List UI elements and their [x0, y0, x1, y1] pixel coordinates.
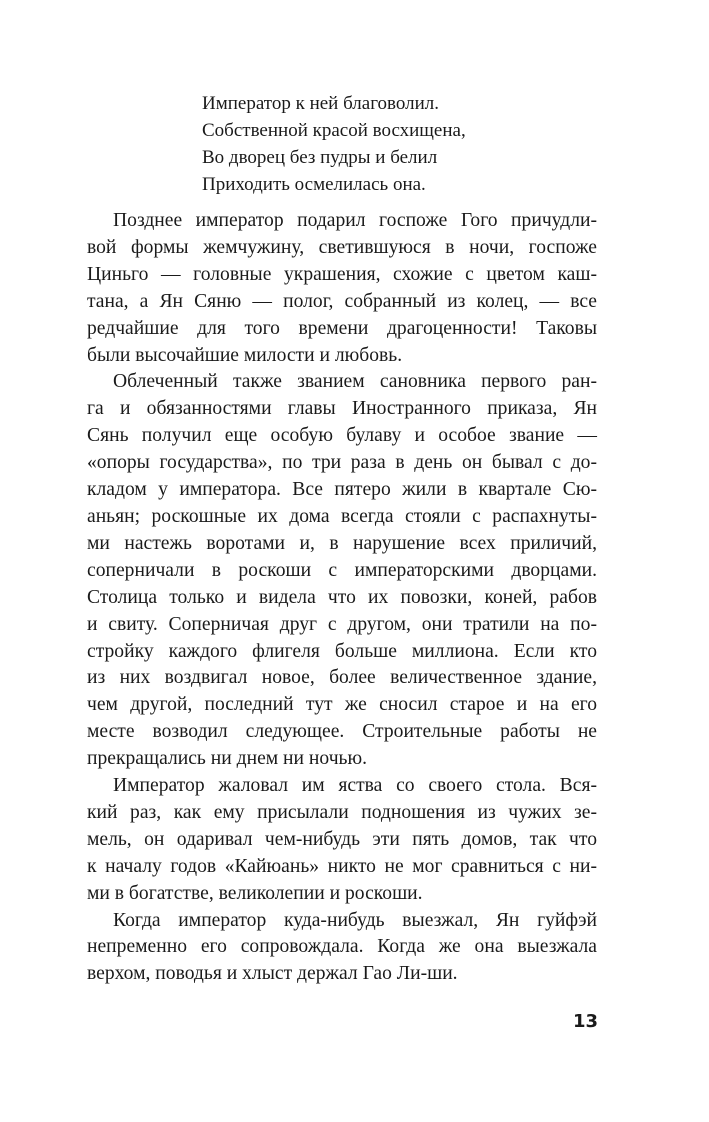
text-line: «опоры государства», по три раза в день он бывал с до- — [87, 452, 597, 474]
text-line: кладом у императора. Все пятеро жили в квартале Сю- — [87, 479, 597, 501]
text-line: Сянь получил еще особую булаву и особое звание — — [87, 425, 597, 447]
text-line: Император жаловал им яства со своего стола. Вся- — [113, 775, 597, 797]
poem-line: Собственной красой восхищена, — [202, 120, 466, 141]
text-line: ми настежь воротами и, в нарушение всех приличий, — [87, 532, 597, 554]
body-text — [87, 208, 597, 988]
text-line: к началу годов «Кайюань» никто не мог сравниться с ни- — [87, 855, 597, 877]
text-line: тана, а Ян Сяню — полог, собранный из колец, — все — [87, 290, 597, 312]
text-line: Циньго — головные украшения, схожие с цветом каш- — [87, 263, 597, 285]
text-line: вой формы жемчужину, светившуюся в ночи, госпоже — [87, 236, 597, 258]
text-line: непременно его сопровождала. Когда же она выезжала — [87, 936, 597, 958]
text-line: га и обязанностями главы Иностранного приказа, Ян — [87, 398, 597, 420]
text-line: верхом, поводья и хлыст держал Гао Ли-ши. — [87, 963, 458, 985]
text-line: чем другой, последний тут же сносил старое и на его — [87, 694, 597, 716]
poem-block — [202, 90, 622, 198]
text-line: из них воздвигал новое, более величественное здание, — [87, 667, 597, 689]
text-line: кий раз, как ему присылали подношения из чужих зе- — [87, 801, 597, 823]
poem-line: Император к ней благоволил. — [202, 93, 439, 114]
text-line: Столица только и видела что их повозки, коней, рабов — [87, 586, 597, 608]
text-line: прекращались ни днем ни ночью. — [87, 748, 368, 770]
text-line: аньян; роскошные их дома всегда стояли с распахнуты- — [87, 505, 597, 527]
text-line: ми в богатстве, великолепии и роскоши. — [87, 882, 423, 904]
text-line: стройку каждого флигеля больше миллиона. Если кто — [87, 640, 597, 662]
text-line: Облеченный также званием сановника первого ран- — [113, 371, 597, 393]
text-line: редчайшие для того времени драгоценности! Таковы — [87, 317, 597, 339]
poem-line: Приходить осмелилась она. — [202, 174, 426, 195]
text-line: были высочайшие милости и любовь. — [87, 344, 403, 366]
text-line: месте возводил следующее. Строительные работы не — [87, 721, 597, 743]
text-line: мель, он одаривал чем-нибудь эти пять домов, так что — [87, 828, 597, 850]
paragraph-3 — [87, 773, 597, 908]
page-number: 13 — [572, 1011, 598, 1032]
paragraph-2 — [87, 369, 597, 773]
text-line: соперничали в роскоши с императорскими дворцами. — [87, 559, 597, 581]
paragraph-4 — [87, 908, 597, 989]
text-line: Когда император куда-нибудь выезжал, Ян гуйфэй — [113, 909, 597, 931]
text-line: и свиту. Соперничая друг с другом, они тратили на по- — [87, 613, 597, 635]
paragraph-1 — [87, 208, 597, 369]
poem-line: Во дворец без пудры и белил — [202, 147, 438, 168]
text-line: Позднее император подарил госпоже Гого причудли- — [113, 210, 597, 231]
